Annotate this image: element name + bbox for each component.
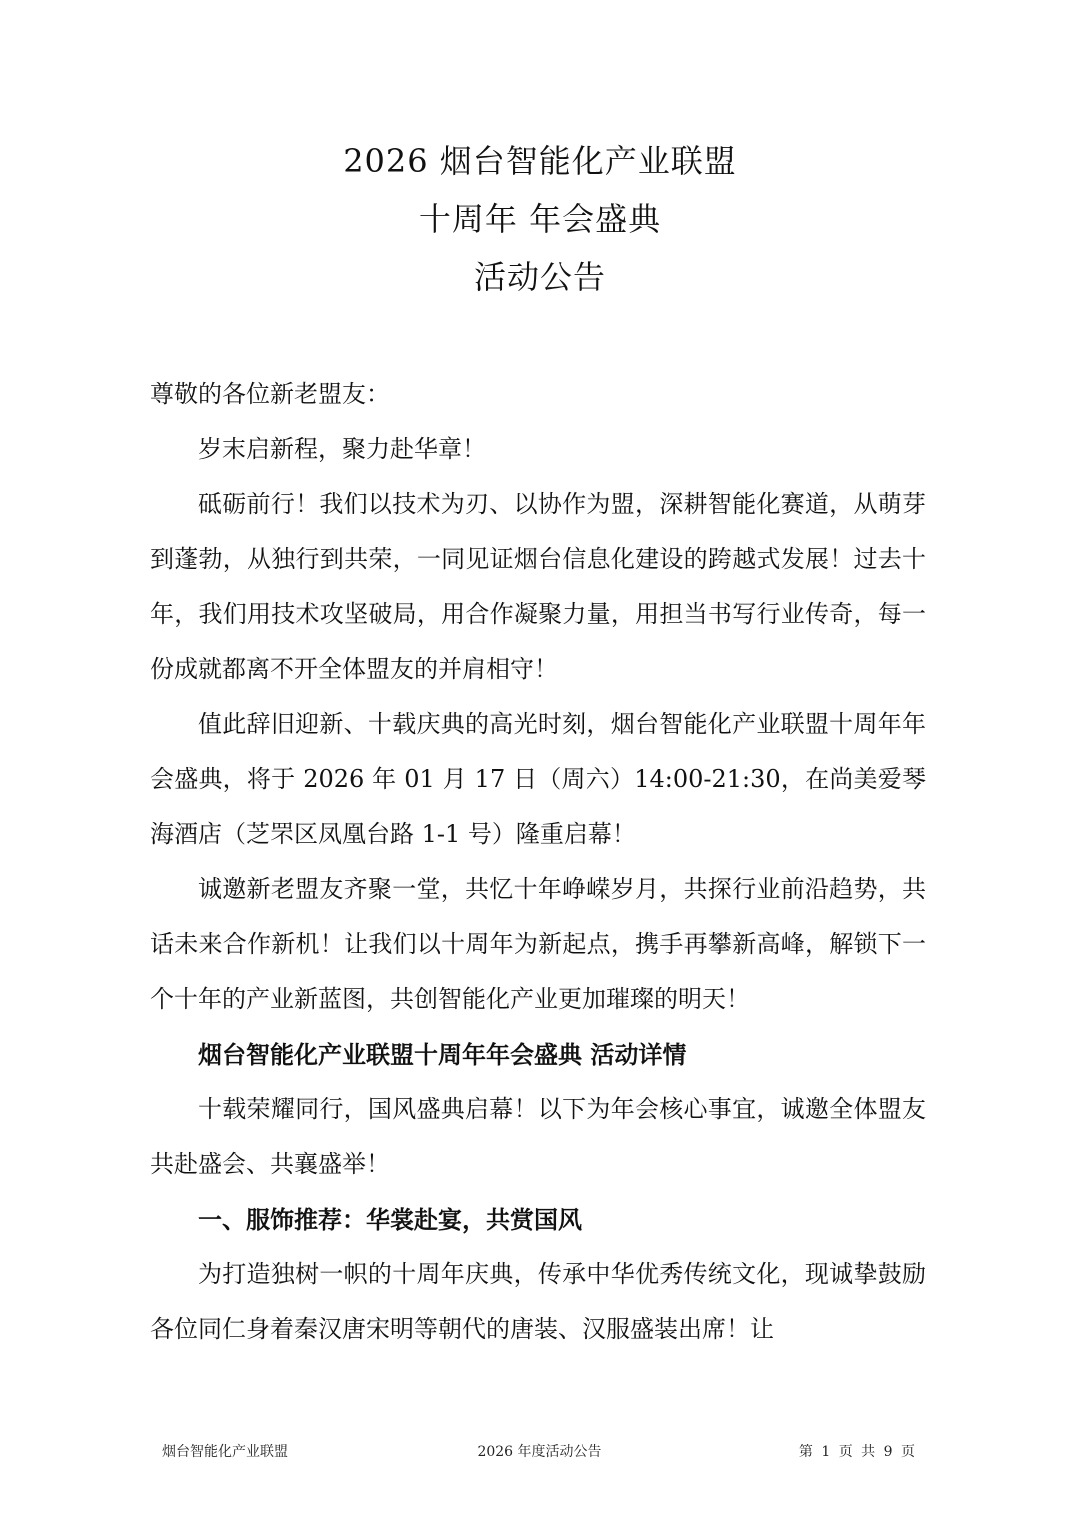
title-line-1: 2026 烟台智能化产业联盟 — [343, 142, 737, 180]
page-footer — [162, 1440, 917, 1464]
paragraph-event-announcement: 值此辞旧迎新、十载庆典的高光时刻，烟台智能化产业联盟十周年年会盛典，将于 2026 年 01 月 17 日（周六）14:00-21:30，在尚美爱琴海酒店（芝罘区凤凰台路 1-1 号）隆重启幕！ — [150, 710, 926, 848]
title-line-3: 活动公告 — [473, 258, 606, 296]
document-body — [150, 367, 926, 1357]
details-heading: 烟台智能化产业联盟十周年年会盛典 活动详情 — [198, 1040, 687, 1069]
salutation: 尊敬的各位新老盟友： — [150, 380, 390, 408]
section-1-text: 为打造独树一帜的十周年庆典，传承中华优秀传统文化，现诚挚鼓励各位同仁身着秦汉唐宋明等朝代的唐装、汉服盛装出席！让 — [150, 1260, 926, 1343]
paragraph-slogan: 岁末启新程，聚力赴华章！ — [198, 435, 486, 463]
document-title — [0, 132, 1080, 306]
section-1-heading: 一、服饰推荐：华裳赴宴，共赏国风 — [198, 1205, 582, 1234]
details-intro: 十载荣耀同行，国风盛典启幕！以下为年会核心事宜，诚邀全体盟友共赴盛会、共襄盛举！ — [150, 1095, 926, 1178]
title-line-2: 十周年 年会盛典 — [418, 200, 662, 238]
footer-organization: 烟台智能化产业联盟 — [162, 1444, 288, 1460]
paragraph-review: 砥砺前行！我们以技术为刃、以协作为盟，深耕智能化赛道，从萌芽到蓬勃，从独行到共荣，一同见证烟台信息化建设的跨越式发展！过去十年，我们用技术攻坚破局，用合作凝聚力量，用担当书写行业传奇，每一份成就都离不开全体盟友的并肩相守！ — [150, 490, 926, 683]
footer-page-number: 第 1 页 共 9 页 — [798, 1444, 917, 1460]
paragraph-invitation: 诚邀新老盟友齐聚一堂，共忆十年峥嵘岁月，共探行业前沿趋势，共话未来合作新机！让我们以十周年为新起点，携手再攀新高峰，解锁下一个十年的产业新蓝图，共创智能化产业更加璀璨的明天！ — [150, 875, 926, 1013]
footer-center: 2026 年度活动公告 — [477, 1444, 602, 1460]
